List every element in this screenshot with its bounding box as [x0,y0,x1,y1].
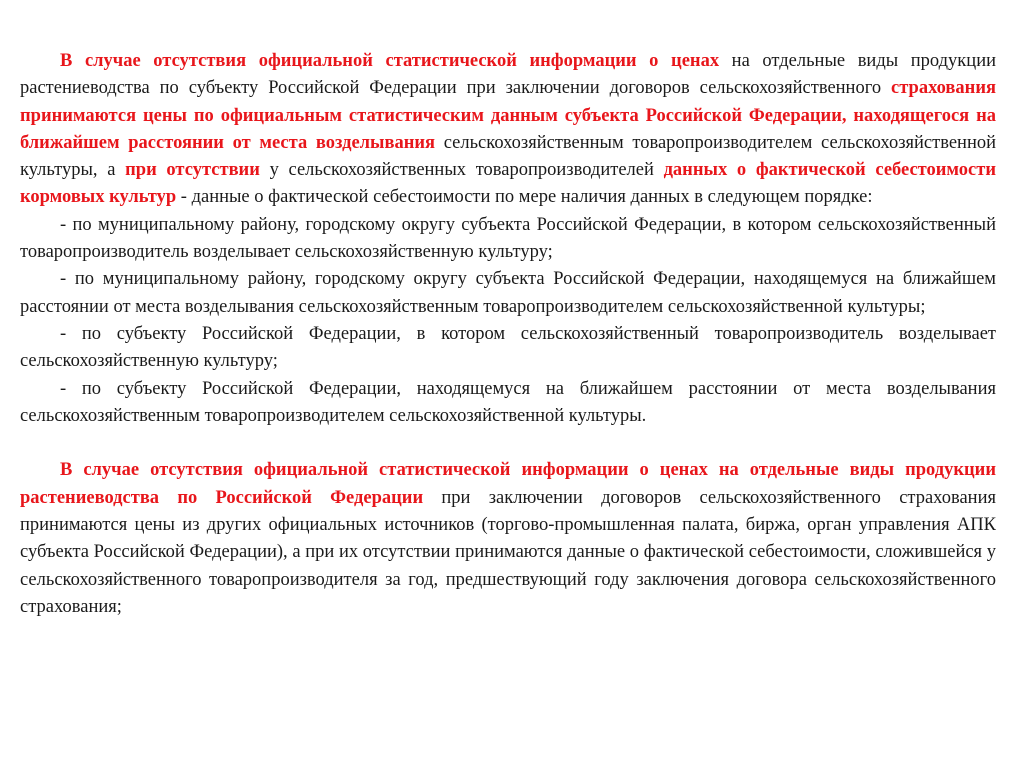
list-item-nearest-municipal-district: - по муниципальному району, городскому округу субъекта Российской Федерации, находящемуся на ближайшем расстоянии от места возделывания сельскохозяйственным товаропроизводителем сельскохозяйственной культуры; [20,269,996,317]
paragraph-price-by-region [20,48,996,212]
list-item-federal-subject: - по субъекту Российской Федерации, в котором сельскохозяйственный товаропроизводитель возделывает сельскохозяйственную культуру; [20,323,996,372]
highlight-absence: при отсутствии [125,160,260,181]
highlight-no-federal-statistics: В случае отсутствия официальной статистической информации о ценах на отдельные виды продукции растениеводства по Российской Федерации [20,460,996,508]
paragraph-price-by-federation [20,457,996,621]
highlight-nearest-region-prices: страхования принимаются цены по официальным статистическим данным субъекта Российской Федерации, находящегося на ближайшем расстоянии от места возделывания [20,78,996,153]
text-segment: при заключении договоров сельскохозяйственного страхования принимаются цены из других официальных источников (торгово-промышленная палата, биржа, орган управления АПК субъекта Российской Федерации), а при их отсутствии принимаются данные о фактической себестоимости, сложившейся у сельскохозяйственного товаропроизводителя за год, предшествующий году заключения договора сельскохозяйственного страхования; [20,487,996,617]
list-item-municipal-district: - по муниципальному району, городскому округу субъекта Российской Федерации, в котором сельскохозяйственный товаропроизводитель возделывает сельскохозяйственную культуру; [20,214,996,263]
document-page [20,48,996,621]
list-item-nearest-federal-subject: - по субъекту Российской Федерации, находящемуся на ближайшем расстоянии от места возделывания сельскохозяйственным товаропроизводителем сельскохозяйственной культуры. [20,378,996,426]
text-segment: на отдельные виды продукции растениеводства по субъекту Российской Федерации при заключении договоров сельскохозяйственного [20,51,996,99]
text-segment: у сельскохозяйственных товаропроизводителей [259,160,664,181]
text-segment: - данные о фактической себестоимости по мере наличия данных в следующем порядке: [176,187,873,208]
highlight-no-statistics: В случае отсутствия официальной статистической информации о ценах [60,51,720,71]
highlight-feed-crops-cost: данных о фактической себестоимости кормовых культур [20,160,996,208]
text-segment: сельскохозяйственным товаропроизводителем сельскохозяйственной культуры, а [20,132,996,181]
